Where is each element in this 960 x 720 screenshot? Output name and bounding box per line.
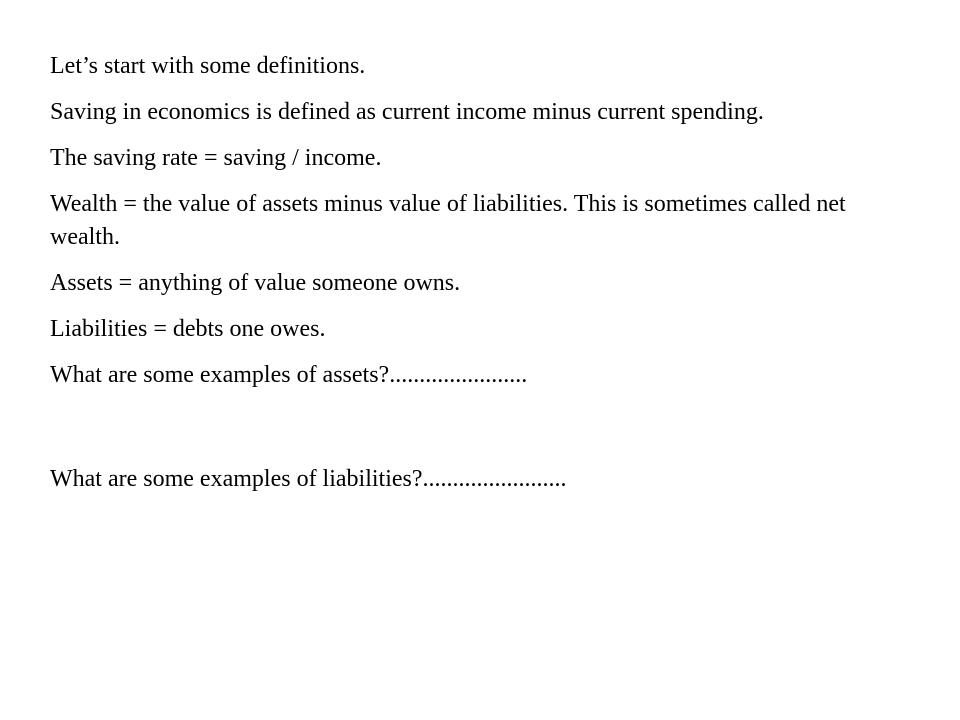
saving-definition: Saving in economics is defined as current income minus current spending.	[50, 99, 764, 125]
assets-definition: Assets = anything of value someone owns.	[50, 270, 461, 296]
wealth-definition: Wealth = the value of assets minus value of liabilities. This is sometimes called net wealth.	[50, 191, 846, 250]
answer-space	[50, 405, 850, 463]
saving-rate-definition: The saving rate = saving / income.	[50, 145, 382, 171]
assets-examples-question: What are some examples of assets?.......................	[50, 362, 528, 388]
definitions-intro: Let’s start with some definitions.	[50, 53, 366, 79]
liabilities-definition: Liabilities = debts one owes.	[50, 316, 326, 342]
slide-body	[50, 50, 850, 509]
liabilities-examples-question: What are some examples of liabilities?........................	[50, 466, 567, 492]
